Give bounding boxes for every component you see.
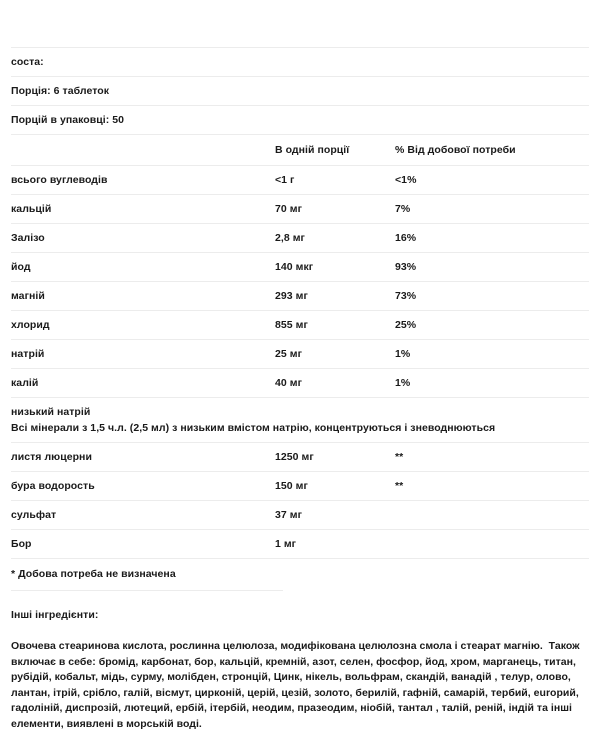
nutrient-name: Бор xyxy=(11,538,32,550)
nutrient-daily-value: 25% xyxy=(395,319,417,331)
nutrient-daily-value: 73% xyxy=(395,290,417,302)
column-header-amount: В одній порції xyxy=(275,144,350,156)
top-spacer xyxy=(11,0,589,47)
nutrient-daily-value: 1% xyxy=(395,377,411,389)
nutrient-name: кальцій xyxy=(11,203,52,215)
servings-per-container-label: Порцій в упаковці: 50 xyxy=(11,114,125,126)
other-ingredients-text: Овочева стеаринова кислота, рослинна целюлоза, модифікована целюлозна смола і стеарат магнію. Також включає в себе: бромід, карбонат, бор, кальцій, кремній, азот, селен, фосфор, йод, хром, марганець, титан, рубідій, кобальт, мідь, сурму, молібден, стронцій, Цинк, нікель, вольфрам, скандій, ванадій , телур, олово, лантан, ітрій, срібло, галій, вісмут, цирконій, церій, цезій, золото, берилій, гафній, самарій, тербий, europий, гадоліній, диспрозій, лютеций, ербій, ітербій, неодим, празеодим, ніобій, тантал , талій, реній, індій та інші елементи, виявлені в морській воді. xyxy=(11,640,583,730)
nutrient-daily-value: 16% xyxy=(395,232,417,244)
nutrient-daily-value: 1% xyxy=(395,348,411,360)
nutrient-daily-value: ** xyxy=(395,451,404,463)
nutrient-amount: <1 г xyxy=(275,174,295,186)
table-row xyxy=(11,500,589,529)
serving-size-row xyxy=(11,76,589,105)
nutrient-amount: 37 мг xyxy=(275,509,302,521)
nutrient-amount: 70 мг xyxy=(275,203,302,215)
low-sodium-title: низький натрій xyxy=(11,406,91,418)
nutrient-daily-value: <1% xyxy=(395,174,417,186)
table-row xyxy=(11,252,589,281)
nutrient-amount: 25 мг xyxy=(275,348,302,360)
nutrient-amount: 2,8 мг xyxy=(275,232,305,244)
nutrient-amount: 40 мг xyxy=(275,377,302,389)
nutrient-name: Залізо xyxy=(11,232,45,244)
table-row xyxy=(11,368,589,397)
composition-label: соста: xyxy=(11,56,44,68)
daily-value-footnote: * Добова потреба не визначена xyxy=(11,558,589,590)
table-row xyxy=(11,442,589,471)
nutrient-amount: 140 мкг xyxy=(275,261,314,273)
nutrient-name: калій xyxy=(11,377,39,389)
nutrient-name: хлорид xyxy=(11,319,50,331)
table-row xyxy=(11,223,589,252)
table-row xyxy=(11,310,589,339)
nutrient-name: магній xyxy=(11,290,45,302)
nutrient-amount: 1 мг xyxy=(275,538,297,550)
servings-per-container-row xyxy=(11,105,589,134)
nutrient-name: йод xyxy=(11,261,31,273)
nutrient-amount: 855 мг xyxy=(275,319,308,331)
table-row xyxy=(11,194,589,223)
nutrient-daily-value: 7% xyxy=(395,203,411,215)
table-row xyxy=(11,529,589,558)
low-sodium-group-row xyxy=(11,397,589,442)
nutrient-daily-value: ** xyxy=(395,480,404,492)
nutrient-name: бура водорость xyxy=(11,480,95,492)
nutrient-daily-value: 93% xyxy=(395,261,417,273)
serving-size-label: Порція: 6 таблеток xyxy=(11,85,110,97)
nutrient-name: натрій xyxy=(11,348,45,360)
column-header-daily-value: % Від добової потреби xyxy=(395,144,516,156)
table-header-row xyxy=(11,134,589,165)
nutrient-amount: 293 мг xyxy=(275,290,308,302)
nutrient-name: листя люцерни xyxy=(11,451,92,463)
nutrient-name: всього вуглеводів xyxy=(11,174,108,186)
table-row xyxy=(11,471,589,500)
table-row xyxy=(11,339,589,368)
nutrient-amount: 150 мг xyxy=(275,480,308,492)
other-ingredients-label: Інші інгредієнти: xyxy=(11,609,99,621)
nutrient-amount: 1250 мг xyxy=(275,451,314,463)
table-row xyxy=(11,281,589,310)
low-sodium-description: Всі мінерали з 1,5 ч.л. (2,5 мл) з низьким вмістом натрію, концентруються і зневоднюються xyxy=(11,422,496,434)
serving-info-row xyxy=(11,47,589,76)
nutrient-name: сульфат xyxy=(11,509,57,521)
table-row xyxy=(11,165,589,194)
